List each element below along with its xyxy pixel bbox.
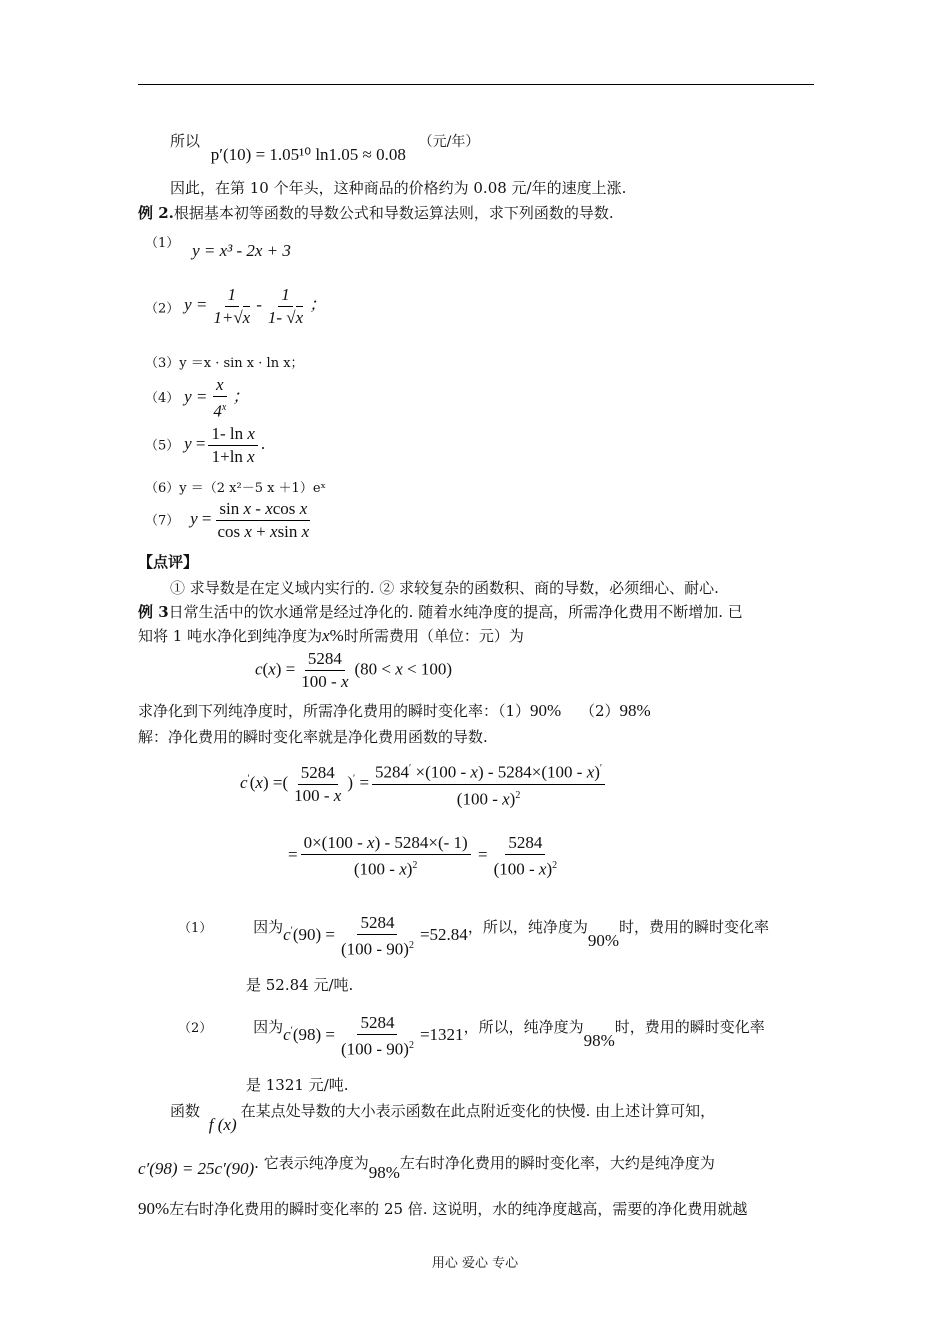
solution-1-tail2: 时，费用的瞬时变化率 — [619, 918, 770, 937]
solution-2-tail2: 时，费用的瞬时变化率 — [614, 1018, 765, 1037]
solution-2 — [178, 1006, 765, 1059]
p3-pct: 90% — [138, 1199, 170, 1218]
solution-1-because: 因为 — [253, 918, 284, 937]
item-4 — [145, 376, 249, 421]
line-p10 — [170, 130, 480, 164]
solution-2-tail: ，所以，纯净度为 — [463, 1018, 584, 1037]
question-90: 90% — [530, 701, 562, 720]
solution-2-formula: c′(98) = $\frac{5284}{(100 - 90)^2}$ =1321 — [283, 1013, 464, 1059]
conclusion-line: 因此，在第 10 个年头，这种商品的价格约为 0.08 元/年的速度上涨. — [170, 179, 627, 197]
example3-text-a: 日常生活中的饮水通常是经过净化的. 随着水纯净度的提高，所需净化费用不断增加. 已 — [168, 603, 743, 621]
derivative-line-1: c′(x) =( $\frac{5284}{100 - x}$ )′ = $\frac{5284' \times(100 - x) - 5284\times(100 - x)'}{(100 - x)^2}$ — [240, 760, 608, 808]
example3-line-b — [138, 625, 524, 646]
paragraph-line-2 — [138, 1152, 715, 1182]
p1-function: 函数 — [170, 1102, 201, 1120]
paragraph-line-1 — [170, 1100, 716, 1134]
derivative-line-2: = $\frac{0\times(100 - x) - 5284\times(- 1)}{(100 - x)^2}$ = $\frac{5284}{(100 - x)^2}$ — [288, 833, 558, 879]
p2-text-b: 左右时净化费用的瞬时变化率，大约是纯净度为 — [399, 1154, 715, 1172]
item-1 — [145, 232, 291, 260]
solution-2-result: 是 1321 元/吨. — [246, 1076, 349, 1094]
example2-text: 根据基本初等函数的导数公式和导数运算法则，求下列函数的导数. — [173, 204, 614, 222]
solution-intro: 解：净化费用的瞬时变化率就是净化费用函数的导数. — [138, 728, 488, 746]
paragraph-line-3 — [138, 1198, 747, 1219]
review-heading: 【点评】 — [138, 553, 199, 571]
question-2-index: （2） — [580, 702, 620, 720]
item-6: （6）y ＝（2 x²－5 x ＋1）eˣ — [145, 481, 327, 496]
item-7-formula: y = $\frac{\text{sin x - xcos x}}{\text{cos x + xsin x}}$ — [190, 499, 310, 541]
item-3: （3）y ＝x · sin x · ln x； — [145, 356, 304, 371]
header-rule — [138, 84, 814, 85]
item-5-index: （5） — [145, 438, 180, 454]
solution-2-index: （2） — [178, 1021, 213, 1037]
example3-text-b2: 时所需费用（单位：元）为 — [343, 627, 524, 645]
p2-pct: 98% — [368, 1163, 400, 1182]
example3-text-b: 知将 1 吨水净化到纯净度为 — [138, 627, 323, 645]
fx: f (x) — [208, 1115, 237, 1134]
solution-1 — [178, 906, 770, 959]
solution-1-index: （1） — [178, 921, 213, 937]
unit-yuan-per-year: （元/年） — [418, 134, 480, 150]
cost-function: c(x) = $\frac{5284}{100 - x}$ (80 < x < 100) — [255, 649, 453, 691]
item-1-formula: y = x³ - 2x + 3 — [192, 241, 291, 260]
text-suoyi: 所以 — [170, 132, 201, 150]
solution-2-pct: 98% — [583, 1031, 615, 1051]
item-4-index: （4） — [145, 391, 180, 407]
p2-formula: c′(98) = 25c′(90) — [138, 1159, 255, 1178]
question-text: 求净化到下列纯净度时，所需净化费用的瞬时变化率：（1） — [138, 702, 531, 720]
item-2 — [145, 285, 327, 329]
p3-text: 左右时净化费用的瞬时变化率的 25 倍. 这说明，水的纯净度越高，需要的净化费用就越 — [169, 1200, 748, 1218]
item-4-formula: y = $\frac{x}{4^x}$ ； — [184, 375, 250, 421]
p1-text: 在某点处导数的大小表示函数在此点附近变化的快慢. 由上述计算可知， — [240, 1102, 716, 1120]
item-1-index: （1） — [145, 236, 180, 251]
example2-label: 例 2. — [138, 204, 174, 222]
item-7 — [145, 500, 315, 541]
example2-heading — [138, 202, 614, 223]
x-percent: x% — [322, 626, 344, 645]
solution-1-pct: 90% — [587, 931, 619, 951]
solution-2-because: 因为 — [253, 1018, 284, 1037]
item-7-index: （7） — [145, 513, 180, 529]
formula-p10: p′(10) = 1.05¹⁰ ln1.05 ≈ 0.08 — [210, 145, 406, 164]
example3-line-a — [138, 601, 743, 622]
item-2-formula: y = $\frac{1}{1+√x}$ - $\frac{1}{1- √x}$ ； — [184, 285, 327, 327]
solution-1-result: 是 52.84 元/吨. — [246, 976, 354, 994]
p2-text-a: . 它表示纯净度为 — [254, 1154, 369, 1172]
item-5 — [145, 425, 265, 466]
example3-label: 例 3 — [138, 603, 169, 621]
question-98: 98% — [619, 701, 651, 720]
solution-1-tail: ，所以，纯净度为 — [467, 918, 588, 937]
item-2-index: （2） — [145, 301, 180, 317]
question-line — [138, 700, 651, 721]
page-footer: 用心 爱心 专心 — [431, 1256, 519, 1271]
solution-1-formula: c′(90) = $\frac{5284}{(100 - 90)^2}$ =52.84 — [283, 913, 468, 959]
review-text: ① 求导数是在定义域内实行的. ② 求较复杂的函数积、商的导数，必须细心、耐心. — [170, 579, 719, 597]
item-5-formula: y = $\frac{\text{1- ln x}}{\text{1+ln x}}$ . — [184, 424, 266, 466]
